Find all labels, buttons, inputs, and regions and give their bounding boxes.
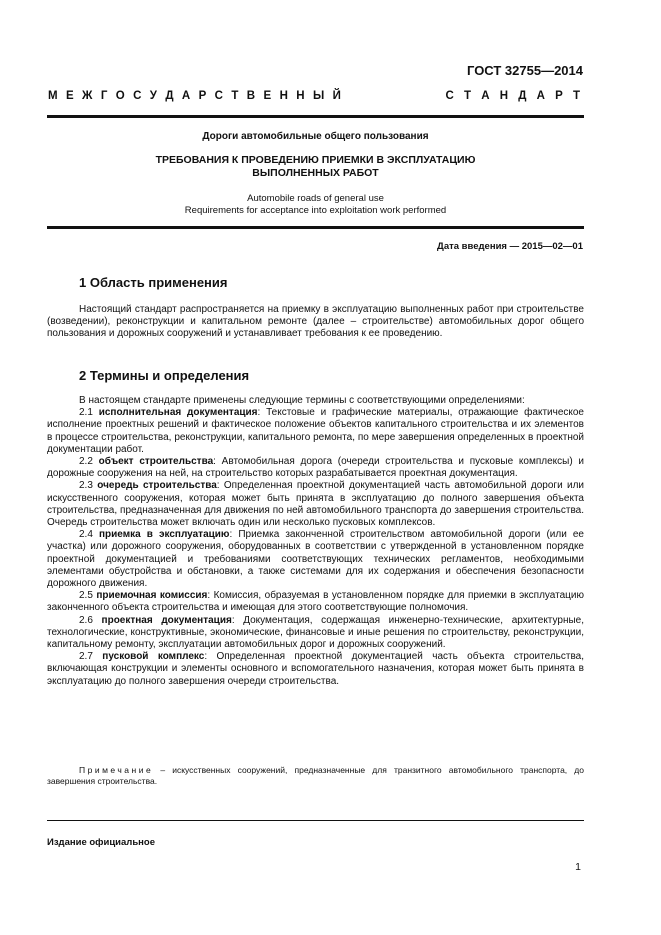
document-title-line1: ТРЕБОВАНИЯ К ПРОВЕДЕНИЮ ПРИЕМКИ В ЭКСПЛУАТАЦИЮ: [155, 154, 476, 166]
document-category: Дороги автомобильные общего пользования: [202, 131, 429, 142]
english-title-line1: Automobile roads of general use: [247, 193, 384, 204]
term-number: 2.4: [79, 529, 93, 541]
term-text: : Автомобильная дорога (очереди строительства и пусковые комплексы) и дорожные сооружения на ней, на строительство которых разрабатывается проектная документация.: [47, 456, 584, 480]
term-name: очередь строительства: [97, 480, 217, 492]
english-title: [47, 193, 584, 216]
document-title-line2: ВЫПОЛНЕННЫХ РАБОТ: [252, 167, 379, 179]
page-number: 1: [575, 861, 581, 873]
term-number: 2.3: [79, 480, 93, 492]
section-2-heading: 2 Термины и определения: [79, 368, 250, 383]
section-2-body: [47, 395, 584, 688]
term-number: 2.1: [79, 407, 93, 419]
term-definition: [47, 590, 584, 614]
section-1-body: [47, 304, 584, 341]
note-label: Примечание: [79, 765, 154, 775]
term-definition: [47, 407, 584, 456]
standard-word: С Т А Н Д А Р Т: [445, 90, 580, 102]
interstate-word: М Е Ж Г О С У Д А Р С Т В Е Н Н Ы Й: [48, 90, 341, 102]
section-1-paragraph: Настоящий стандарт распространяется на приемку в эксплуатацию выполненных работ при строительстве (возведении), реконструкции и капитальном ремонте (далее – строительстве) автомобильных дорог общего пользования и дорожных сооружений и устанавливает требования к ее проведению.: [47, 304, 584, 340]
document-title: [47, 154, 584, 180]
term-text: : Документация, содержащая инженерно-технические, архитектурные, технологические, конструктивные, экономические, финансовые и иные решения по строительству, реконструкции, капитальному ремонту, эксплуатации автомобильных дорог и дорожных сооружений.: [47, 614, 584, 651]
section-2-intro: В настоящем стандарте применены следующие термины с соответствующими определениями:: [79, 395, 525, 406]
term-definition: [47, 529, 584, 590]
term-number: 2.2: [79, 456, 93, 468]
term-name: приемочная комиссия: [96, 590, 208, 602]
term-number: 2.7: [79, 651, 93, 663]
header-rule-bottom: [47, 226, 584, 229]
term-definition: [47, 615, 584, 652]
term-name: пусковой комплекс: [102, 651, 205, 663]
note-text: – искусственных сооружений, предназначенные для транзитного автомобильного транспорта, до завершения строительства.: [47, 765, 584, 786]
term-definition: [47, 456, 584, 480]
term-text: : Комиссия, образуемая в установленном порядке для приемки в эксплуатацию законченного объекта строительства и имеющая для этого соответствующие полномочия.: [47, 590, 584, 614]
introduction-date: Дата введения — 2015—02—01: [437, 241, 583, 252]
term-text: : Приемка законченной строительством автомобильной дороги (или ее участка) или дорожного сооружения, оборудованных в соответствии с утвержденной в установленном порядке проектной документацией и требованиями соответствующих технических регламентов, необходимыми элементами обустройства и обстановки, а также системами для их содержания и обеспечения безопасности дорожного движения.: [47, 529, 584, 590]
note: [47, 765, 584, 787]
header-rule-top: [47, 115, 584, 118]
official-edition: Издание официальное: [47, 837, 155, 848]
interstate-standard-banner: [48, 90, 580, 102]
section-1-heading: 1 Область применения: [79, 275, 228, 290]
term-name: объект строительства: [98, 456, 214, 468]
term-definition: [47, 651, 584, 688]
term-text: : Определенная проектной документацией часть автомобильной дороги или искусственного сооружения, которая может быть принята в эксплуатацию до полного завершения объекта строительства, предназначенная для движения по ней автомобильного транспорта до завершения строительства. Очередь строительства может включать один или несколько пусковых комплексов.: [47, 480, 584, 529]
terms-list: [47, 407, 584, 688]
term-number: 2.5: [79, 590, 93, 602]
term-text: : Определенная проектной документацией часть объекта строительства, включающая конструкции и элементы основного и вспомогательного назначения, которая может быть принята в эксплуатацию до полного завершения очереди строительства.: [47, 651, 584, 687]
english-title-line2: Requirements for acceptance into exploitation work performed: [184, 204, 447, 216]
footer-rule: [47, 820, 584, 821]
term-name: проектная документация: [101, 614, 232, 626]
term-name: исполнительная документация: [98, 407, 258, 419]
term-number: 2.6: [79, 614, 93, 626]
standard-code: ГОСТ 32755—2014: [467, 63, 583, 78]
term-name: приемка в эксплуатацию: [98, 529, 230, 541]
term-definition: [47, 480, 584, 529]
term-text: : Текстовые и графические материалы, отражающие фактическое исполнение проектных решений и фактическое положение объектов капитального строительства и их элементов в процессе строительства, реконструкции, капитального ремонта, по мере завершения определенных в проектной документации работ.: [47, 407, 584, 455]
